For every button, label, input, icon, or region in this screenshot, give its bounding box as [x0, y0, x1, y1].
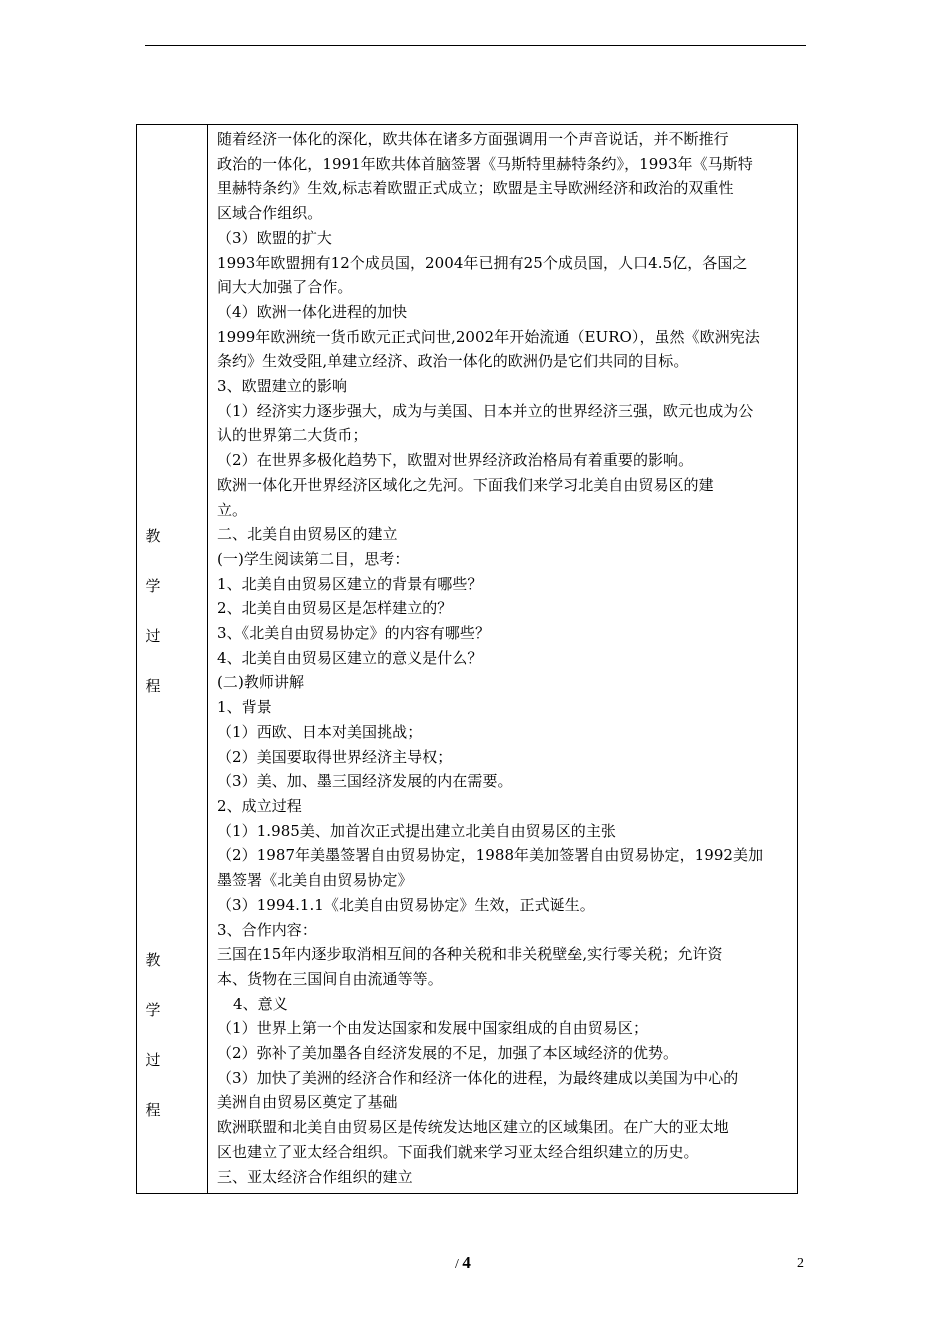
text-line: (二)教师讲解 [217, 673, 305, 692]
text-line: 美洲自由贸易区奠定了基础 [217, 1093, 398, 1112]
text-line: （3）1994.1.1《北美自由贸易协定》生效，正式诞生。 [217, 895, 595, 914]
text-line: 区域合作组织。 [217, 204, 323, 223]
section-label-char: 教 [145, 527, 161, 545]
text-line: 3、欧盟建立的影响 [217, 377, 347, 396]
text-line: （2）在世界多极化趋势下，欧盟对世界经济政治格局有着重要的影响。 [217, 451, 694, 470]
section-label-column [137, 125, 208, 1193]
section-heading: 三、亚太经济合作组织的建立 [217, 1167, 413, 1186]
section-label-char: 程 [145, 1101, 161, 1119]
text-line: 1993年欧盟拥有12个成员国，2004年已拥有25个成员国，人口4.5亿，各国之 [217, 253, 748, 272]
text-line: 随着经济一体化的深化，欧共体在诸多方面强调用一个声音说话，并不断推行 [217, 130, 729, 148]
text-line: （2）弥补了美加墨各自经济发展的不足，加强了本区域经济的优势。 [217, 1044, 679, 1063]
section-label-char: 学 [145, 577, 161, 595]
text-line: 政治的一体化，1991年欧共体首脑签署《马斯特里赫特条约》，1993年《马斯特 [217, 154, 753, 173]
text-line: （4）欧洲一体化进程的加快 [217, 302, 408, 321]
text-line: （3）美、加、墨三国经济发展的内在需要。 [217, 772, 513, 791]
question-line: 3、《北美自由贸易协定》的内容有哪些？ [217, 624, 490, 643]
text-line: （1）世界上第一个由发达国家和发展中国家组成的自由贸易区； [217, 1019, 648, 1038]
page-indicator [455, 1253, 471, 1273]
text-line: （3）欧盟的扩大 [217, 228, 332, 247]
text-line: 条约》生效受阻,单建立经济、政治一体化的欧洲仍是它们共同的目标。 [217, 352, 689, 371]
text-line: 4、意义 [233, 994, 288, 1013]
text-line: 2、成立过程 [217, 796, 302, 815]
section-label-char: 程 [145, 677, 161, 695]
text-line: 本、货物在三国间自由流通等等。 [217, 969, 443, 988]
text-line: 里赫特条约》生效,标志着欧盟正式成立；欧盟是主导欧洲经济和政治的双重性 [217, 179, 734, 198]
lesson-table [136, 124, 798, 1194]
text-line: 3、合作内容： [217, 920, 317, 939]
question-line: 4、北美自由贸易区建立的意义是什么？ [217, 648, 483, 667]
section-label-char: 教 [145, 951, 161, 969]
section-label-char: 过 [145, 1051, 161, 1069]
header-rule [145, 45, 806, 46]
section-heading: 二、北美自由贸易区的建立 [217, 525, 398, 544]
text-line: （2）美国要取得世界经济主导权； [217, 747, 453, 766]
text-line: 欧洲联盟和北美自由贸易区是传统发达地区建立的区域集团。在广大的亚太地 [217, 1118, 729, 1137]
text-line: 1、背景 [217, 698, 272, 717]
section-label-char: 学 [145, 1001, 161, 1019]
text-line: （1）经济实力逐步强大，成为与美国、日本并立的世界经济三强，欧元也成为公 [217, 401, 754, 420]
text-line: 1999年欧洲统一货币欧元正式问世,2002年开始流通（EURO），虽然《欧洲宪法 [217, 327, 760, 346]
question-line: 1、北美自由贸易区建立的背景有哪些？ [217, 574, 483, 593]
text-line: （1）西欧、日本对美国挑战； [217, 722, 423, 741]
section-label-char: 过 [145, 627, 161, 645]
question-line: 2、北美自由贸易区是怎样建立的？ [217, 599, 453, 618]
total-pages: 4 [462, 1253, 471, 1272]
page-separator: / [455, 1257, 459, 1272]
lesson-content [217, 127, 795, 1189]
text-line: （1）1.985美、加首次正式提出建立北美自由贸易区的主张 [217, 821, 616, 840]
text-line: （3）加快了美洲的经济合作和经济一体化的进程，为最终建成以美国为中心的 [217, 1068, 739, 1087]
text-line: 区也建立了亚太经合组织。下面我们就来学习亚太经合组织建立的历史。 [217, 1142, 699, 1161]
page-number: 2 [797, 1256, 804, 1271]
text-line: 立。 [217, 500, 248, 519]
text-line: (一)学生阅读第二目，思考： [217, 549, 410, 568]
text-line: 墨签署《北美自由贸易协定》 [217, 871, 413, 890]
text-line: 间大大加强了合作。 [217, 278, 353, 297]
text-line: 欧洲一体化开世界经济区域化之先河。下面我们来学习北美自由贸易区的建 [217, 475, 714, 494]
text-line: （2）1987年美墨签署自由贸易协定，1988年美加签署自由贸易协定，1992美加 [217, 846, 764, 865]
text-line: 三国在15年内逐步取消相互间的各种关税和非关税壁垒,实行零关税；允许资 [217, 945, 723, 964]
text-line: 认的世界第二大货币； [217, 426, 368, 445]
